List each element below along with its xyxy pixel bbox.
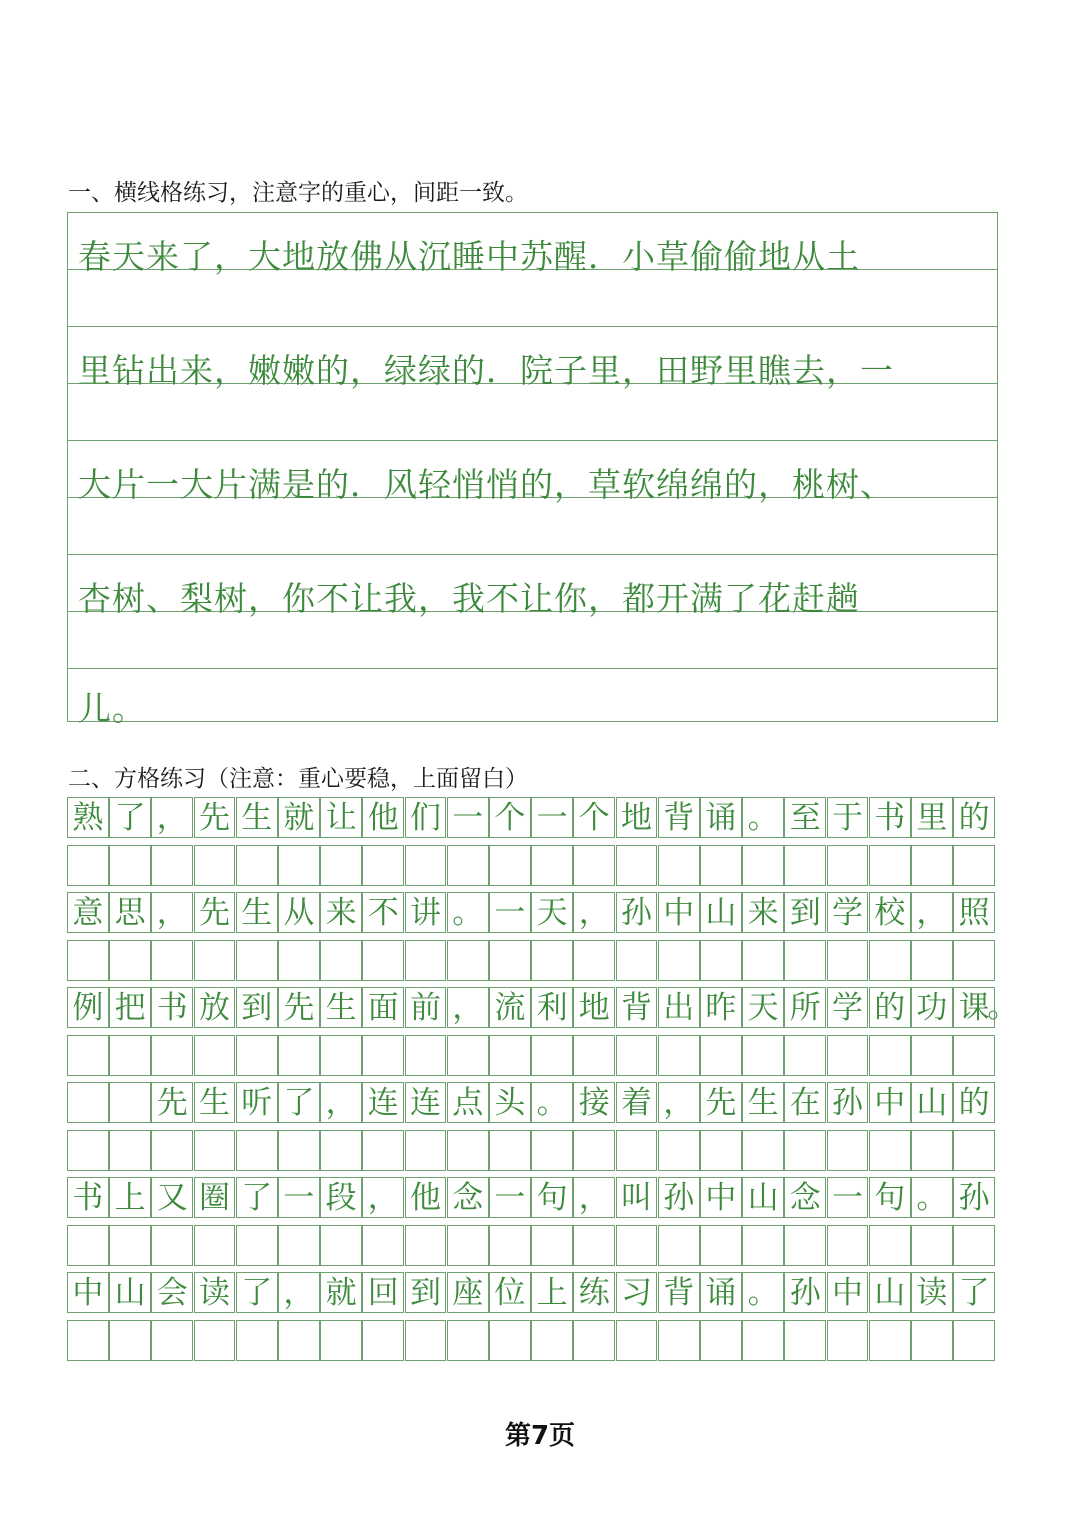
grid-cell: [784, 940, 826, 981]
grid-cell: 中: [658, 892, 700, 933]
grid-cell: ，: [573, 892, 615, 933]
grid-cell: [278, 1130, 320, 1171]
grid-cell: [447, 1320, 489, 1361]
grid-cell: [278, 1320, 320, 1361]
grid-cell: 背: [658, 797, 700, 838]
grid-cell: 了: [109, 797, 151, 838]
grid-cell: ，: [151, 797, 193, 838]
grid-cell: [67, 1130, 109, 1171]
grid-text-row: [67, 987, 1019, 1028]
grid-cell: [151, 1320, 193, 1361]
grid-cell: [531, 845, 573, 886]
grid-cell: 位: [489, 1272, 531, 1313]
grid-cell: [953, 1225, 995, 1266]
grid-cell: 先: [194, 797, 236, 838]
grid-cell: [405, 940, 447, 981]
grid-cell: 生: [194, 1082, 236, 1123]
grid-cell: 们: [405, 797, 447, 838]
handwriting-line: 儿。: [78, 689, 146, 728]
grid-cell: 的: [953, 1082, 995, 1123]
grid-cell: [700, 1130, 742, 1171]
grid-cell: [784, 1035, 826, 1076]
grid-cell: 座: [447, 1272, 489, 1313]
grid-cell: [616, 1320, 658, 1361]
grid-cell: 个: [489, 797, 531, 838]
grid-cell: 回: [362, 1272, 404, 1313]
grid-cell: [362, 845, 404, 886]
grid-empty-row: [67, 1320, 996, 1361]
grid-cell: [700, 940, 742, 981]
grid-cell: 了: [236, 1272, 278, 1313]
grid-cell: [827, 1035, 869, 1076]
grid-cell: [109, 1035, 151, 1076]
grid-cell: 孙: [953, 1177, 995, 1218]
grid-cell: 背: [658, 1272, 700, 1313]
grid-cell: 思: [109, 892, 151, 933]
grid-cell: 地: [573, 987, 615, 1028]
grid-cell: [911, 1035, 953, 1076]
grid-text-row: [67, 1177, 996, 1218]
grid-cell: [151, 1130, 193, 1171]
grid-cell: [67, 1035, 109, 1076]
grid-cell: [109, 1225, 151, 1266]
grid-cell: [869, 1225, 911, 1266]
grid-cell: 他: [405, 1177, 447, 1218]
grid-cell: [447, 1225, 489, 1266]
grid-cell: [953, 1035, 995, 1076]
guide-line: [68, 554, 997, 555]
grid-cell: [953, 1320, 995, 1361]
grid-cell: [194, 1035, 236, 1076]
grid-cell: 昨: [700, 987, 742, 1028]
grid-cell: 段: [320, 1177, 362, 1218]
grid-cell: [658, 1320, 700, 1361]
grid-cell: [742, 1035, 784, 1076]
grid-cell: [531, 940, 573, 981]
handwriting-line: 杏树、梨树，你不让我，我不让你，都开满了花赶趟: [78, 579, 860, 618]
section1-heading: 一、横线格练习，注意字的重心，间距一致。: [68, 180, 528, 206]
grid-cell: 了: [236, 1177, 278, 1218]
lined-practice-box: [67, 212, 998, 728]
grid-cell: [784, 1130, 826, 1171]
grid-cell: [658, 1130, 700, 1171]
grid-cell: [151, 940, 193, 981]
grid-cell: 先: [151, 1082, 193, 1123]
grid-cell: 天: [531, 892, 573, 933]
grid-cell: [573, 845, 615, 886]
grid-cell: 念: [784, 1177, 826, 1218]
grid-cell: [67, 940, 109, 981]
grid-cell: 流: [489, 987, 531, 1028]
grid-cell: 的: [869, 987, 911, 1028]
grid-cell: 先: [278, 987, 320, 1028]
grid-cell: [67, 845, 109, 886]
section2-heading: 二、方格练习（注意：重心要稳，上面留白）: [68, 766, 528, 792]
grid-cell: 例: [67, 987, 109, 1028]
grid-cell: ，: [573, 1177, 615, 1218]
grid-cell: [320, 845, 362, 886]
grid-cell: 孙: [827, 1082, 869, 1123]
grid-cell: [489, 1130, 531, 1171]
grid-cell: 把: [109, 987, 151, 1028]
grid-cell: 山: [911, 1082, 953, 1123]
grid-cell: [784, 845, 826, 886]
grid-cell: 中: [869, 1082, 911, 1123]
grid-cell: 了: [278, 1082, 320, 1123]
grid-cell: 上: [531, 1272, 573, 1313]
grid-cell: 他: [362, 797, 404, 838]
grid-cell: [109, 1082, 151, 1123]
grid-cell: [784, 1320, 826, 1361]
grid-cell: 念: [447, 1177, 489, 1218]
grid-cell: 。: [531, 1082, 573, 1123]
grid-cell: [236, 940, 278, 981]
grid-empty-row: [67, 1130, 996, 1171]
grid-cell: 。: [742, 1272, 784, 1313]
grid-cell: 于: [827, 797, 869, 838]
grid-cell: 习: [616, 1272, 658, 1313]
grid-cell: [742, 940, 784, 981]
grid-cell: [869, 1035, 911, 1076]
grid-cell: 上: [109, 1177, 151, 1218]
guide-line: [68, 668, 997, 669]
grid-cell: [489, 1320, 531, 1361]
grid-cell: [447, 1130, 489, 1171]
grid-cell: 生: [236, 797, 278, 838]
grid-cell: 课: [953, 987, 995, 1028]
grid-cell: [827, 1130, 869, 1171]
grid-cell: 先: [194, 892, 236, 933]
grid-cell: [700, 1320, 742, 1361]
grid-cell: ，: [658, 1082, 700, 1123]
grid-cell: 至: [784, 797, 826, 838]
grid-cell: 生: [742, 1082, 784, 1123]
grid-cell: 点: [447, 1082, 489, 1123]
grid-cell: 接: [573, 1082, 615, 1123]
grid-cell: [573, 1225, 615, 1266]
grid-cell: [236, 1320, 278, 1361]
grid-cell: 山: [700, 892, 742, 933]
grid-cell: 山: [109, 1272, 151, 1313]
grid-cell: [489, 940, 531, 981]
grid-cell: 所: [784, 987, 826, 1028]
grid-cell: [320, 1130, 362, 1171]
grid-cell: 孙: [784, 1272, 826, 1313]
grid-cell: 地: [616, 797, 658, 838]
grid-cell: 就: [278, 797, 320, 838]
grid-cell: 个: [573, 797, 615, 838]
grid-cell: ，: [320, 1082, 362, 1123]
grid-cell: 。: [742, 797, 784, 838]
grid-cell: 功: [911, 987, 953, 1028]
grid-cell: 里: [911, 797, 953, 838]
grid-cell: [320, 1225, 362, 1266]
grid-cell: [362, 940, 404, 981]
handwriting-line: 春天来了，大地放佛从沉睡中苏醒．小草偷偷地从土: [78, 237, 860, 276]
grid-cell: [194, 940, 236, 981]
grid-cell: [869, 940, 911, 981]
grid-cell: 连: [362, 1082, 404, 1123]
grid-cell: 生: [236, 892, 278, 933]
grid-cell: [742, 845, 784, 886]
grid-cell: [151, 845, 193, 886]
grid-cell: [236, 1035, 278, 1076]
grid-cell: [362, 1225, 404, 1266]
grid-cell: [573, 940, 615, 981]
grid-cell: 讲: [405, 892, 447, 933]
grid-cell: [616, 1035, 658, 1076]
grid-cell: [616, 845, 658, 886]
grid-cell: 一: [447, 797, 489, 838]
grid-empty-row: [67, 940, 996, 981]
grid-cell: [362, 1320, 404, 1361]
grid-cell: 学: [827, 987, 869, 1028]
grid-empty-row: [67, 845, 996, 886]
guide-line: [68, 326, 997, 327]
grid-cell: [320, 940, 362, 981]
grid-cell: 生: [320, 987, 362, 1028]
grid-cell: [700, 1035, 742, 1076]
grid-cell: [489, 1225, 531, 1266]
grid-cell: [658, 1225, 700, 1266]
grid-cell: 圈: [194, 1177, 236, 1218]
grid-cell: [742, 1130, 784, 1171]
grid-cell: 出: [658, 987, 700, 1028]
grid-cell: 来: [320, 892, 362, 933]
grid-cell: [67, 1320, 109, 1361]
guide-line: [68, 440, 997, 441]
grid-cell: [784, 1225, 826, 1266]
grid-cell: 中: [827, 1272, 869, 1313]
grid-cell: [911, 845, 953, 886]
grid-cell: [869, 1130, 911, 1171]
grid-cell: [405, 1130, 447, 1171]
grid-cell: 前: [405, 987, 447, 1028]
grid-cell: 面: [362, 987, 404, 1028]
grid-cell: 书: [869, 797, 911, 838]
grid-cell: [953, 845, 995, 886]
grid-cell: [911, 940, 953, 981]
grid-cell: [151, 1035, 193, 1076]
grid-cell: 叫: [616, 1177, 658, 1218]
grid-cell: [869, 845, 911, 886]
grid-cell: [320, 1035, 362, 1076]
grid-cell: [616, 1130, 658, 1171]
grid-cell: [911, 1130, 953, 1171]
grid-cell: [616, 1225, 658, 1266]
grid-cell: 读: [911, 1272, 953, 1313]
grid-cell: 不: [362, 892, 404, 933]
grid-cell: [953, 940, 995, 981]
grid-cell: [236, 1130, 278, 1171]
grid-cell: [573, 1130, 615, 1171]
grid-cell: 。: [447, 892, 489, 933]
grid-cell: 诵: [700, 1272, 742, 1313]
grid-cell: [109, 940, 151, 981]
grid-cell: [827, 845, 869, 886]
grid-cell: [658, 1035, 700, 1076]
grid-cell: ，: [911, 892, 953, 933]
grid-cell: [151, 1225, 193, 1266]
grid-cell: [911, 1320, 953, 1361]
grid-cell: 头: [489, 1082, 531, 1123]
grid-cell: [447, 845, 489, 886]
page-number: 第7页: [504, 1421, 576, 1451]
grid-cell: [573, 1035, 615, 1076]
grid-cell: [194, 1320, 236, 1361]
grid-cell: ，: [151, 892, 193, 933]
grid-cell: [742, 1225, 784, 1266]
grid-cell: [109, 845, 151, 886]
grid-cell: [489, 845, 531, 886]
grid-cell: 到: [405, 1272, 447, 1313]
grid-cell: 一: [531, 797, 573, 838]
grid-empty-row: [67, 1035, 996, 1076]
grid-cell: 会: [151, 1272, 193, 1313]
grid-cell: 中: [67, 1272, 109, 1313]
grid-cell: [67, 1082, 109, 1123]
grid-cell: 先: [700, 1082, 742, 1123]
grid-cell: [531, 1130, 573, 1171]
grid-cell: [616, 940, 658, 981]
grid-cell: 孙: [658, 1177, 700, 1218]
grid-text-row: [67, 1272, 996, 1313]
grid-cell: [236, 1225, 278, 1266]
overflow-punctuation: 。: [987, 989, 1019, 1025]
grid-cell: [362, 1130, 404, 1171]
grid-cell: 到: [784, 892, 826, 933]
grid-cell: [278, 1035, 320, 1076]
grid-cell: 天: [742, 987, 784, 1028]
grid-cell: [531, 1320, 573, 1361]
grid-cell: ，: [278, 1272, 320, 1313]
grid-cell: [405, 1320, 447, 1361]
grid-cell: 练: [573, 1272, 615, 1313]
handwriting-line: 里钻出来，嫩嫩的，绿绿的．院子里，田野里瞧去，一: [78, 351, 894, 390]
grid-cell: [194, 1130, 236, 1171]
grid-cell: 从: [278, 892, 320, 933]
grid-cell: [700, 845, 742, 886]
grid-cell: 句: [869, 1177, 911, 1218]
grid-cell: [278, 1225, 320, 1266]
grid-cell: [869, 1320, 911, 1361]
grid-cell: 利: [531, 987, 573, 1028]
grid-cell: [911, 1225, 953, 1266]
grid-cell: [827, 1225, 869, 1266]
grid-cell: 在: [784, 1082, 826, 1123]
grid-cell: [742, 1320, 784, 1361]
grid-cell: 熟: [67, 797, 109, 838]
grid-cell: [447, 940, 489, 981]
grid-cell: 背: [616, 987, 658, 1028]
grid-cell: 学: [827, 892, 869, 933]
grid-cell: [531, 1035, 573, 1076]
grid-cell: [827, 1320, 869, 1361]
grid-cell: 听: [236, 1082, 278, 1123]
grid-cell: 就: [320, 1272, 362, 1313]
grid-cell: 放: [194, 987, 236, 1028]
grid-cell: 句: [531, 1177, 573, 1218]
grid-cell: [827, 940, 869, 981]
grid-cell: [573, 1320, 615, 1361]
grid-cell: 一: [489, 1177, 531, 1218]
grid-cell: [953, 1130, 995, 1171]
grid-cell: [194, 845, 236, 886]
grid-cell: 孙: [616, 892, 658, 933]
grid-text-row: [67, 892, 996, 933]
grid-cell: [405, 845, 447, 886]
grid-cell: [278, 845, 320, 886]
grid-cell: 校: [869, 892, 911, 933]
grid-cell: [405, 1225, 447, 1266]
grid-cell: [362, 1035, 404, 1076]
grid-cell: 书: [67, 1177, 109, 1218]
grid-cell: [320, 1320, 362, 1361]
grid-cell: [447, 1035, 489, 1076]
grid-cell: 着: [616, 1082, 658, 1123]
grid-cell: [278, 940, 320, 981]
grid-cell: [67, 1225, 109, 1266]
grid-cell: 让: [320, 797, 362, 838]
grid-cell: [109, 1320, 151, 1361]
grid-cell: [531, 1225, 573, 1266]
grid-cell: ，: [362, 1177, 404, 1218]
grid-text-row: [67, 797, 996, 838]
grid-cell: 意: [67, 892, 109, 933]
grid-empty-row: [67, 1225, 996, 1266]
grid-cell: 到: [236, 987, 278, 1028]
handwriting-line: 大片一大片满是的．风轻悄悄的，草软绵绵的，桃树、: [78, 465, 894, 504]
grid-cell: 读: [194, 1272, 236, 1313]
grid-cell: 山: [869, 1272, 911, 1313]
grid-cell: 一: [278, 1177, 320, 1218]
grid-cell: 山: [742, 1177, 784, 1218]
grid-cell: 了: [953, 1272, 995, 1313]
grid-cell: 来: [742, 892, 784, 933]
grid-cell: [109, 1130, 151, 1171]
grid-cell: 的: [953, 797, 995, 838]
grid-text-row: [67, 1082, 996, 1123]
grid-cell: [489, 1035, 531, 1076]
grid-cell: [194, 1225, 236, 1266]
grid-cell: 中: [700, 1177, 742, 1218]
grid-cell: [405, 1035, 447, 1076]
grid-cell: 书: [151, 987, 193, 1028]
grid-cell: [236, 845, 278, 886]
grid-cell: 照: [953, 892, 995, 933]
grid-cell: [658, 845, 700, 886]
grid-cell: [700, 1225, 742, 1266]
grid-cell: 诵: [700, 797, 742, 838]
grid-cell: 又: [151, 1177, 193, 1218]
grid-cell: ，: [447, 987, 489, 1028]
grid-cell: 连: [405, 1082, 447, 1123]
grid-cell: 一: [827, 1177, 869, 1218]
grid-cell: 一: [489, 892, 531, 933]
grid-cell: 。: [911, 1177, 953, 1218]
grid-cell: [658, 940, 700, 981]
